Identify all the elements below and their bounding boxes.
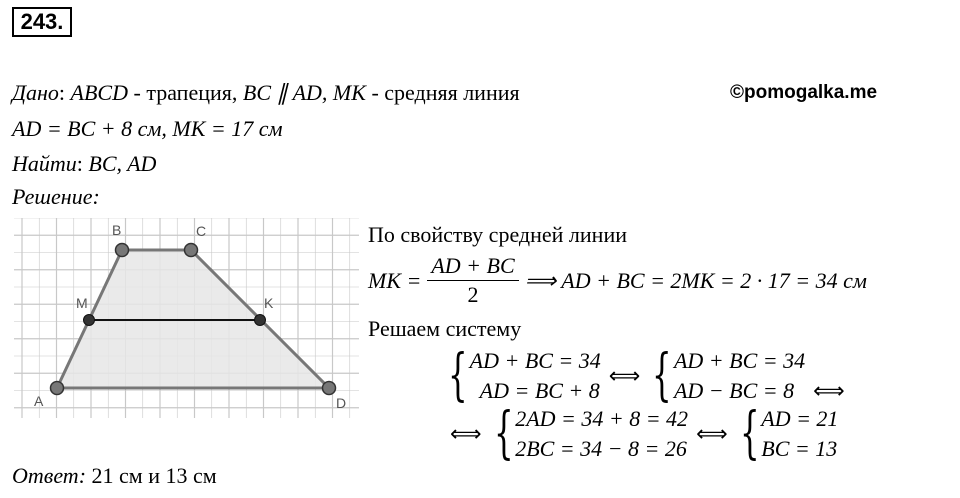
equiv-1: ⟺ bbox=[608, 363, 641, 388]
trapezoid-text: - трапеция, bbox=[128, 80, 243, 105]
system-4 bbox=[736, 401, 839, 466]
find-label: Найти bbox=[12, 151, 77, 176]
midline-text: - средняя линия bbox=[365, 80, 520, 105]
point-M bbox=[84, 315, 95, 326]
given-colon: : bbox=[58, 80, 66, 105]
label-K: K bbox=[264, 295, 274, 311]
trapezoid-figure bbox=[14, 218, 359, 418]
system-row-2 bbox=[450, 401, 839, 466]
label-D: D bbox=[336, 395, 347, 411]
label-B: B bbox=[112, 222, 122, 238]
formula-numerator: AD + BC bbox=[427, 252, 518, 281]
label-C: C bbox=[196, 223, 207, 239]
equiv-3: ⟺ bbox=[450, 421, 482, 446]
watermark: ©pomogalka.me bbox=[730, 82, 878, 103]
system-2 bbox=[648, 343, 806, 408]
point-K bbox=[255, 315, 266, 326]
brace: { bbox=[652, 343, 672, 408]
given-line bbox=[12, 80, 520, 106]
system-3-row-2: 2BC = 34 − 8 = 26 bbox=[515, 436, 687, 461]
equiv-2: ⟺ bbox=[813, 378, 845, 403]
midline-formula bbox=[368, 252, 867, 309]
property-text: По свойству средней линии bbox=[368, 222, 627, 247]
point-B bbox=[116, 244, 129, 257]
find-line bbox=[12, 151, 156, 177]
solve-text: Решаем систему bbox=[368, 316, 522, 341]
point-C bbox=[185, 244, 198, 257]
label-A: A bbox=[34, 393, 44, 409]
system-1 bbox=[444, 343, 601, 408]
system-2-row-1: AD + BC = 34 bbox=[673, 348, 806, 373]
find-colon: : bbox=[76, 151, 83, 176]
system-3 bbox=[490, 401, 689, 466]
point-A bbox=[51, 382, 64, 395]
find-value: BC, AD bbox=[82, 151, 157, 176]
label-M: M bbox=[76, 295, 88, 311]
formula-rhs: ⟹ AD + BC = 2MK = 2 · 17 = 34 см bbox=[524, 267, 867, 293]
brace: { bbox=[493, 401, 514, 466]
system-4-row-1: AD = 21 bbox=[761, 406, 839, 431]
solution-label: Решение: bbox=[12, 184, 100, 209]
equiv-4: ⟺ bbox=[696, 421, 728, 446]
given-label: Дано bbox=[12, 80, 59, 105]
conditions-line: AD = BC + 8 см, MK = 17 см bbox=[12, 116, 283, 141]
system-1-row-2: AD = BC + 8 bbox=[479, 378, 600, 403]
system-3-row-1: 2AD = 34 + 8 = 42 bbox=[515, 406, 689, 431]
problem-number: 243. bbox=[12, 7, 72, 37]
point-D bbox=[323, 382, 336, 395]
system-2-row-2: AD − BC = 8 bbox=[673, 378, 795, 403]
answer-value: 21 см и 13 см bbox=[86, 463, 217, 488]
brace: { bbox=[739, 401, 760, 466]
system-4-row-2: BC = 13 bbox=[761, 436, 838, 461]
answer-label: Ответ: bbox=[12, 463, 87, 488]
formula-lhs: MK = bbox=[368, 267, 422, 293]
system-1-row-1: AD + BC = 34 bbox=[469, 348, 601, 373]
brace: { bbox=[448, 343, 468, 408]
parallel-statement: BC ∥ AD, MK bbox=[242, 80, 366, 105]
formula-fraction bbox=[427, 252, 518, 309]
formula-denominator: 2 bbox=[467, 282, 479, 307]
answer-line bbox=[12, 463, 217, 489]
trapezoid-name: ABCD bbox=[70, 80, 128, 105]
system-row-1 bbox=[444, 343, 853, 408]
